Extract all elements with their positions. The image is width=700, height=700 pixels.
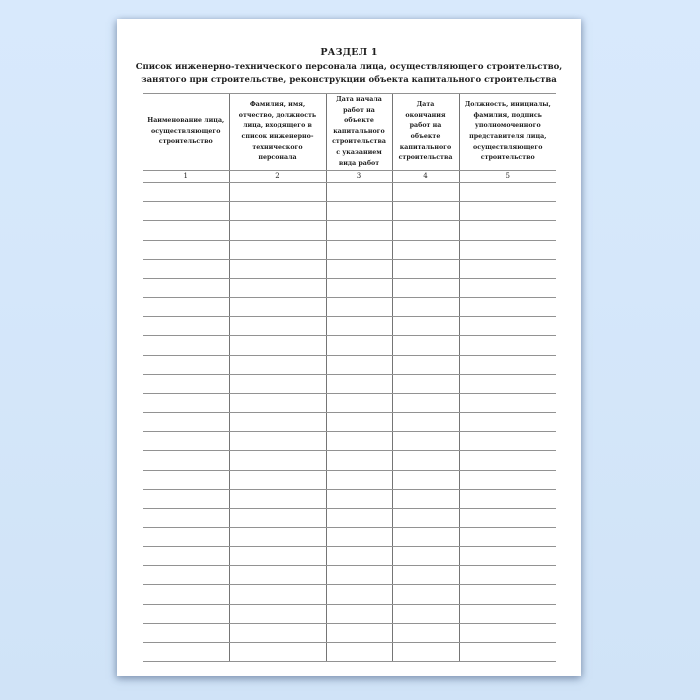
- empty-cell: [143, 642, 229, 661]
- empty-cell: [326, 221, 392, 240]
- empty-cell: [229, 604, 326, 623]
- table-row: [143, 336, 556, 355]
- empty-cell: [143, 432, 229, 451]
- empty-cell: [143, 451, 229, 470]
- empty-cell: [143, 547, 229, 566]
- table-row: [143, 298, 556, 317]
- empty-cell: [326, 317, 392, 336]
- empty-cell: [392, 508, 459, 527]
- table-row: [143, 202, 556, 221]
- empty-cell: [392, 489, 459, 508]
- table-row: [143, 623, 556, 642]
- empty-cell: [229, 547, 326, 566]
- empty-cell: [229, 642, 326, 661]
- table-row: [143, 393, 556, 412]
- empty-cell: [392, 604, 459, 623]
- empty-cell: [143, 202, 229, 221]
- table-row: [143, 259, 556, 278]
- empty-cell: [326, 642, 392, 661]
- empty-cell: [392, 566, 459, 585]
- empty-cell: [326, 623, 392, 642]
- empty-cell: [143, 413, 229, 432]
- column-header-end-date: Дата окончания работ на объекте капитального строительства: [392, 94, 459, 171]
- subtitle-line-1: Список инженерно-технического персонала лица, осуществляющего строительство,: [135, 62, 563, 72]
- table-row: [143, 432, 556, 451]
- empty-cell: [229, 317, 326, 336]
- empty-cell: [459, 547, 556, 566]
- table-row: [143, 278, 556, 297]
- column-number: 4: [392, 171, 459, 183]
- empty-cell: [143, 355, 229, 374]
- empty-cell: [326, 240, 392, 259]
- column-number: 1: [143, 171, 229, 183]
- empty-cell: [326, 470, 392, 489]
- empty-cell: [229, 183, 326, 202]
- empty-cell: [459, 642, 556, 661]
- table-row: [143, 221, 556, 240]
- empty-cell: [392, 202, 459, 221]
- table-row: [143, 451, 556, 470]
- table-row: [143, 183, 556, 202]
- empty-cell: [326, 527, 392, 546]
- document-subtitle: [117, 61, 581, 87]
- table-row: [143, 508, 556, 527]
- table-row: [143, 470, 556, 489]
- empty-cell: [459, 585, 556, 604]
- empty-cell: [392, 413, 459, 432]
- empty-cell: [459, 221, 556, 240]
- empty-cell: [143, 470, 229, 489]
- empty-cell: [326, 202, 392, 221]
- empty-cell: [459, 566, 556, 585]
- empty-cell: [143, 240, 229, 259]
- table-row: [143, 489, 556, 508]
- empty-cell: [229, 240, 326, 259]
- empty-cell: [229, 259, 326, 278]
- table-row: [143, 240, 556, 259]
- empty-cell: [229, 221, 326, 240]
- table-row: [143, 355, 556, 374]
- empty-cell: [392, 432, 459, 451]
- empty-cell: [392, 240, 459, 259]
- empty-cell: [143, 489, 229, 508]
- table-row: [143, 585, 556, 604]
- empty-cell: [326, 508, 392, 527]
- empty-cell: [143, 183, 229, 202]
- column-header-signature: Должность, инициалы, фамилия, подпись уполномоченного представителя лица, осуществляющего строительство: [459, 94, 556, 171]
- empty-cell: [326, 604, 392, 623]
- empty-cell: [229, 623, 326, 642]
- column-number-row: [143, 171, 556, 183]
- empty-cell: [143, 336, 229, 355]
- empty-cell: [326, 278, 392, 297]
- empty-cell: [392, 221, 459, 240]
- table-row: [143, 317, 556, 336]
- empty-cell: [392, 451, 459, 470]
- empty-cell: [392, 393, 459, 412]
- subtitle-line-2: занятого при строительстве, реконструкции объекта капитального строительства: [141, 75, 557, 85]
- table-row: [143, 547, 556, 566]
- empty-cell: [229, 202, 326, 221]
- empty-cell: [392, 374, 459, 393]
- empty-cell: [143, 393, 229, 412]
- empty-cell: [143, 527, 229, 546]
- empty-cell: [459, 393, 556, 412]
- empty-cell: [459, 432, 556, 451]
- empty-cell: [392, 298, 459, 317]
- empty-cell: [229, 585, 326, 604]
- empty-cell: [392, 527, 459, 546]
- empty-cell: [143, 623, 229, 642]
- empty-cell: [229, 451, 326, 470]
- empty-cell: [229, 432, 326, 451]
- empty-cell: [229, 470, 326, 489]
- empty-cell: [392, 547, 459, 566]
- empty-cell: [459, 240, 556, 259]
- empty-cell: [459, 336, 556, 355]
- empty-cell: [459, 451, 556, 470]
- empty-cell: [229, 298, 326, 317]
- empty-cell: [326, 566, 392, 585]
- empty-cell: [326, 489, 392, 508]
- column-header-name: Наименование лица, осуществляющего строительство: [143, 94, 229, 171]
- empty-cell: [229, 527, 326, 546]
- empty-cell: [143, 508, 229, 527]
- empty-cell: [392, 470, 459, 489]
- empty-cell: [459, 489, 556, 508]
- empty-cell: [143, 604, 229, 623]
- empty-cell: [326, 585, 392, 604]
- empty-cell: [459, 355, 556, 374]
- column-number: 2: [229, 171, 326, 183]
- empty-cell: [143, 566, 229, 585]
- empty-cell: [326, 451, 392, 470]
- empty-cell: [459, 527, 556, 546]
- empty-cell: [459, 278, 556, 297]
- empty-cell: [143, 585, 229, 604]
- empty-cell: [229, 336, 326, 355]
- empty-cell: [143, 374, 229, 393]
- empty-cell: [229, 355, 326, 374]
- empty-cell: [326, 413, 392, 432]
- header-row: [143, 94, 556, 171]
- column-header-person: Фамилия, имя, отчество, должность лица, входящего в список инженерно-технического персонала: [229, 94, 326, 171]
- empty-cell: [229, 278, 326, 297]
- empty-cell: [459, 202, 556, 221]
- empty-cell: [326, 432, 392, 451]
- empty-cell: [143, 259, 229, 278]
- empty-cell: [326, 374, 392, 393]
- empty-cell: [392, 623, 459, 642]
- empty-cell: [143, 221, 229, 240]
- column-header-start-date: Дата начала работ на объекте капитального строительства с указанием вида работ: [326, 94, 392, 171]
- column-number: 5: [459, 171, 556, 183]
- empty-cell: [392, 355, 459, 374]
- empty-cell: [459, 604, 556, 623]
- section-title: РАЗДЕЛ 1: [320, 47, 378, 58]
- empty-cell: [326, 393, 392, 412]
- empty-cell: [392, 278, 459, 297]
- table-body: [143, 183, 556, 662]
- table-row: [143, 527, 556, 546]
- empty-cell: [392, 336, 459, 355]
- empty-cell: [229, 393, 326, 412]
- empty-cell: [392, 642, 459, 661]
- table-row: [143, 604, 556, 623]
- empty-cell: [392, 317, 459, 336]
- empty-cell: [229, 508, 326, 527]
- empty-cell: [392, 585, 459, 604]
- empty-cell: [143, 317, 229, 336]
- empty-cell: [392, 183, 459, 202]
- title-block: [117, 19, 581, 87]
- table-row: [143, 374, 556, 393]
- empty-cell: [459, 623, 556, 642]
- empty-cell: [229, 489, 326, 508]
- empty-cell: [326, 336, 392, 355]
- empty-cell: [326, 298, 392, 317]
- empty-cell: [326, 259, 392, 278]
- empty-cell: [459, 508, 556, 527]
- empty-cell: [229, 413, 326, 432]
- empty-cell: [392, 259, 459, 278]
- empty-cell: [459, 374, 556, 393]
- table-row: [143, 642, 556, 661]
- empty-cell: [459, 259, 556, 278]
- table-row: [143, 413, 556, 432]
- empty-cell: [229, 374, 326, 393]
- empty-cell: [229, 566, 326, 585]
- column-number: 3: [326, 171, 392, 183]
- empty-cell: [459, 317, 556, 336]
- empty-cell: [326, 355, 392, 374]
- empty-cell: [459, 413, 556, 432]
- empty-cell: [459, 470, 556, 489]
- document-page: [117, 19, 581, 676]
- personnel-table: [143, 93, 556, 662]
- empty-cell: [326, 547, 392, 566]
- empty-cell: [143, 278, 229, 297]
- empty-cell: [143, 298, 229, 317]
- empty-cell: [326, 183, 392, 202]
- empty-cell: [459, 298, 556, 317]
- table-row: [143, 566, 556, 585]
- empty-cell: [459, 183, 556, 202]
